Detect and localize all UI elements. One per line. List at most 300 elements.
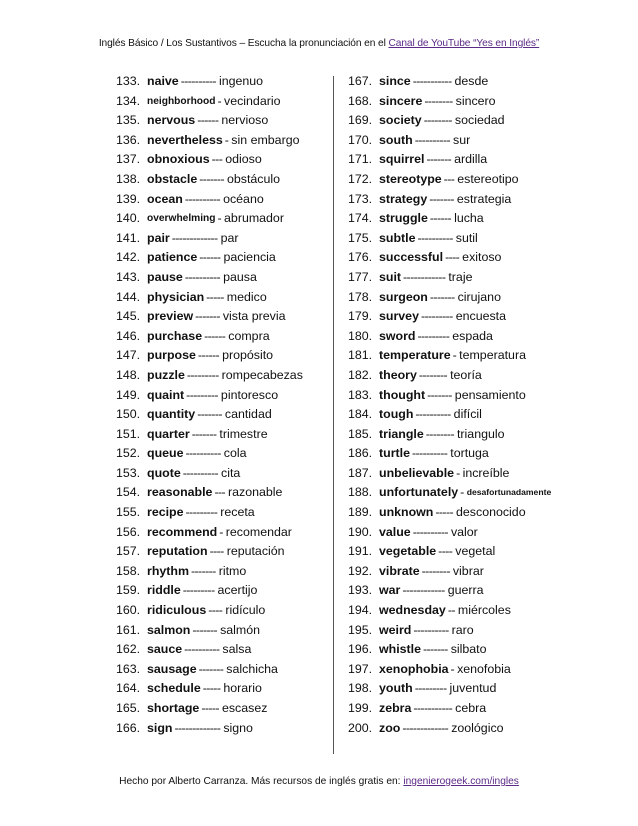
- entry-number: 179.: [348, 309, 373, 324]
- entry-number: 191.: [348, 544, 373, 559]
- spanish-translation: pensamiento: [454, 387, 526, 402]
- entry-number: 152.: [116, 446, 141, 461]
- spanish-translation: guerra: [447, 583, 484, 598]
- english-word: struggle: [379, 211, 428, 226]
- spanish-translation: estereotipo: [457, 171, 519, 186]
- spanish-translation: escasez: [221, 701, 268, 715]
- spanish-translation: receta: [220, 505, 255, 520]
- dash-separator: --------: [425, 426, 454, 441]
- vocab-entry: [116, 346, 303, 366]
- spanish-translation: par: [220, 230, 239, 245]
- spanish-translation: desafortunadamente: [466, 487, 552, 498]
- footer-text: Hecho por Alberto Carranza. Más recursos de inglés gratis en:: [119, 776, 404, 787]
- english-word: unfortunately: [379, 485, 459, 500]
- spanish-translation: espada: [452, 328, 493, 343]
- spanish-translation: temperatura: [459, 348, 526, 363]
- vocab-entry: [348, 464, 551, 484]
- vocab-entry: [116, 542, 303, 562]
- dash-separator: -: [224, 132, 229, 147]
- entry-number: 196.: [348, 642, 373, 657]
- dash-separator: ----: [208, 603, 223, 618]
- english-word: theory: [379, 367, 417, 382]
- vocab-entry: [116, 131, 303, 151]
- spanish-translation: cola: [223, 446, 247, 461]
- english-word: reputation: [147, 544, 208, 559]
- vocab-entry: [348, 719, 551, 739]
- dash-separator: ----------: [415, 407, 451, 422]
- vocab-entry: [116, 640, 303, 660]
- vocab-entry: [348, 327, 551, 347]
- spanish-translation: vibrar: [452, 563, 484, 578]
- dash-separator: ----------: [417, 230, 453, 245]
- dash-separator: ----------: [182, 465, 218, 480]
- dash-separator: -: [460, 485, 464, 500]
- spanish-translation: pausa: [223, 269, 257, 284]
- entry-number: 171.: [348, 152, 373, 167]
- vocab-entry: [348, 288, 551, 308]
- entry-number: 145.: [116, 309, 141, 324]
- entry-number: 168.: [348, 93, 373, 108]
- entry-number: 187.: [348, 465, 373, 480]
- entry-number: 195.: [348, 622, 373, 637]
- dash-separator: ---------: [417, 328, 450, 343]
- english-word: vibrate: [379, 563, 420, 578]
- vocab-entry: [348, 679, 551, 699]
- entry-number: 173.: [348, 191, 373, 206]
- entry-number: 197.: [348, 661, 373, 676]
- english-word: successful: [379, 250, 444, 265]
- dash-separator: ------: [197, 113, 219, 128]
- vocab-entry: [348, 366, 551, 386]
- english-word: squirrel: [379, 152, 425, 167]
- vocab-entry: [116, 386, 303, 406]
- vocab-entry: [348, 640, 551, 660]
- entry-number: 169.: [348, 113, 373, 128]
- english-word: pause: [147, 269, 183, 284]
- english-word: shortage: [147, 701, 200, 715]
- dash-separator: ----: [209, 544, 224, 559]
- dash-separator: -------: [195, 309, 220, 324]
- spanish-translation: exitoso: [462, 250, 502, 265]
- english-word: quarter: [147, 426, 190, 441]
- dash-separator: --------: [423, 113, 452, 128]
- entry-number: 178.: [348, 289, 373, 304]
- dash-separator: ---: [443, 171, 455, 186]
- english-word: nevertheless: [147, 132, 223, 147]
- dash-separator: -------: [197, 407, 222, 422]
- vocab-entry: [348, 699, 551, 719]
- spanish-translation: compra: [228, 328, 270, 343]
- dash-separator: -----: [206, 289, 224, 304]
- vocab-entry: [348, 444, 551, 464]
- dash-separator: ----------: [414, 132, 450, 147]
- entry-number: 148.: [116, 367, 141, 382]
- spanish-translation: signo: [223, 720, 253, 735]
- english-word: unbelievable: [379, 465, 455, 480]
- dash-separator: ---------: [185, 505, 218, 520]
- english-word: war: [379, 583, 401, 598]
- entry-number: 164.: [116, 681, 141, 696]
- english-word: overwhelming: [147, 213, 216, 225]
- english-word: sign: [147, 720, 173, 735]
- spanish-translation: desconocido: [456, 505, 526, 520]
- english-word: reasonable: [147, 485, 213, 500]
- vocab-entry: [348, 523, 551, 543]
- english-word: youth: [379, 681, 413, 696]
- dash-separator: -----: [201, 701, 219, 715]
- vocab-entry: [116, 288, 303, 308]
- english-word: zebra: [379, 701, 412, 715]
- vocab-entry: [348, 386, 551, 406]
- dash-separator: ----------: [184, 642, 220, 657]
- vocab-entry: [348, 190, 551, 210]
- entry-number: 170.: [348, 132, 373, 147]
- english-word: schedule: [147, 681, 201, 696]
- entry-number: 143.: [116, 269, 141, 284]
- dash-separator: ---------: [182, 583, 215, 598]
- english-word: subtle: [379, 230, 416, 245]
- english-word: unknown: [379, 505, 434, 520]
- english-word: neighborhood: [147, 95, 216, 107]
- entry-number: 144.: [116, 289, 141, 304]
- spanish-translation: trimestre: [219, 426, 268, 441]
- entry-number: 149.: [116, 387, 141, 402]
- entry-number: 199.: [348, 701, 373, 715]
- vocab-entry: [116, 366, 303, 386]
- dash-separator: ----------: [412, 524, 448, 539]
- dash-separator: ------------: [402, 583, 445, 598]
- entry-number: 190.: [348, 524, 373, 539]
- vocab-entry: [348, 483, 551, 503]
- spanish-translation: pintoresco: [220, 387, 279, 402]
- entry-number: 185.: [348, 426, 373, 441]
- vocab-entry: [348, 346, 551, 366]
- spanish-translation: triangulo: [456, 426, 505, 441]
- dash-separator: -: [456, 465, 460, 480]
- entry-number: 138.: [116, 171, 141, 186]
- spanish-translation: vecindario: [224, 93, 281, 108]
- spanish-translation: reputación: [226, 544, 285, 559]
- english-word: patience: [147, 250, 198, 265]
- english-word: sincere: [379, 93, 423, 108]
- spanish-translation: acertijo: [217, 583, 258, 598]
- vocab-entry: [348, 248, 551, 268]
- vocab-entry: [116, 581, 303, 601]
- english-word: society: [379, 113, 422, 128]
- entry-number: 161.: [116, 622, 141, 637]
- entry-number: 157.: [116, 544, 141, 559]
- english-word: weird: [379, 622, 412, 637]
- entry-number: 147.: [116, 348, 141, 363]
- vocab-entry: [348, 562, 551, 582]
- dash-separator: -: [217, 211, 222, 226]
- entry-number: 154.: [116, 485, 141, 500]
- english-word: purpose: [147, 348, 196, 363]
- english-word: nervous: [147, 113, 196, 128]
- spanish-translation: valor: [450, 524, 478, 539]
- vocab-entry: [116, 679, 303, 699]
- dash-separator: -------: [191, 563, 216, 578]
- vocab-entry: [116, 92, 303, 112]
- entry-number: 139.: [116, 191, 141, 206]
- spanish-translation: xenofobia: [457, 661, 511, 676]
- entry-number: 137.: [116, 152, 141, 167]
- entry-number: 166.: [116, 720, 141, 735]
- dash-separator: ---------: [186, 367, 219, 382]
- vocab-entry: [116, 601, 303, 621]
- dash-separator: ------: [197, 348, 220, 363]
- spanish-translation: lucha: [454, 211, 484, 226]
- spanish-translation: medico: [226, 289, 267, 304]
- entry-number: 162.: [116, 642, 141, 657]
- english-word: whistle: [379, 642, 421, 657]
- vocab-entry: [348, 601, 551, 621]
- vocab-entry: [116, 405, 303, 425]
- entry-number: 151.: [116, 426, 141, 441]
- english-word: preview: [147, 309, 194, 324]
- spanish-translation: raro: [451, 622, 474, 637]
- vocab-entry: [348, 268, 551, 288]
- entry-number: 146.: [116, 328, 141, 343]
- dash-separator: -: [450, 661, 455, 676]
- spanish-translation: traje: [448, 269, 473, 284]
- dash-separator: -----: [202, 681, 221, 696]
- english-word: vegetable: [379, 544, 437, 559]
- dash-separator: -----------: [413, 701, 453, 715]
- dash-separator: ---: [214, 485, 226, 500]
- dash-separator: ----: [445, 250, 460, 265]
- page-header: [0, 38, 638, 49]
- spanish-translation: rompecabezas: [221, 367, 303, 382]
- entry-number: 176.: [348, 250, 373, 265]
- vocab-entry: [116, 523, 303, 543]
- vocab-entry: [116, 190, 303, 210]
- english-word: naive: [147, 74, 179, 88]
- spanish-translation: encuesta: [455, 309, 507, 324]
- entry-number: 188.: [348, 485, 373, 500]
- english-word: pair: [147, 230, 170, 245]
- spanish-translation: recomendar: [225, 524, 292, 539]
- english-word: sausage: [147, 661, 197, 676]
- vocab-entry: [116, 327, 303, 347]
- english-word: south: [379, 132, 413, 147]
- dash-separator: ----------: [184, 269, 221, 284]
- dash-separator: ---: [211, 152, 223, 167]
- entry-number: 184.: [348, 407, 373, 422]
- vocab-entry: [348, 660, 551, 680]
- entry-number: 177.: [348, 269, 373, 284]
- entry-number: 165.: [116, 701, 141, 715]
- dash-separator: -------: [192, 622, 218, 637]
- english-word: obnoxious: [147, 152, 210, 167]
- vocab-entry: [116, 464, 303, 484]
- entry-number: 150.: [116, 407, 141, 422]
- vocab-entry: [116, 621, 303, 641]
- dash-separator: ---------: [414, 681, 447, 696]
- english-word: salmon: [147, 622, 191, 637]
- youtube-channel-link[interactable]: Canal de YouTube “Yes en Inglés”: [388, 38, 540, 49]
- spanish-translation: sin embargo: [231, 132, 300, 147]
- spanish-translation: cita: [221, 465, 241, 480]
- english-word: thought: [379, 387, 426, 402]
- entry-number: 135.: [116, 113, 141, 128]
- entry-number: 140.: [116, 211, 141, 226]
- spanish-translation: tortuga: [450, 446, 489, 461]
- english-word: zoo: [379, 720, 401, 735]
- vocab-entry: [348, 542, 551, 562]
- entry-number: 159.: [116, 583, 141, 598]
- vocabulary-column-right: [348, 72, 551, 738]
- dash-separator: -------: [427, 387, 452, 402]
- spanish-translation: horario: [223, 681, 262, 696]
- vocab-entry: [348, 307, 551, 327]
- english-word: quaint: [147, 387, 185, 402]
- spanish-translation: sociedad: [454, 113, 505, 128]
- dash-separator: --: [447, 603, 455, 618]
- dash-separator: ------: [204, 328, 226, 343]
- dash-separator: --------: [418, 367, 448, 382]
- dash-separator: -: [219, 524, 223, 539]
- english-word: surgeon: [379, 289, 428, 304]
- entry-number: 134.: [116, 93, 141, 108]
- entry-number: 133.: [116, 74, 141, 88]
- entry-number: 193.: [348, 583, 373, 598]
- entry-number: 186.: [348, 446, 373, 461]
- vocab-entry: [116, 562, 303, 582]
- spanish-translation: cirujano: [457, 289, 501, 304]
- spanish-translation: ardilla: [454, 152, 488, 167]
- vocab-entry: [348, 150, 551, 170]
- spanish-translation: sincero: [455, 93, 496, 108]
- entry-number: 160.: [116, 603, 141, 618]
- english-word: temperature: [379, 348, 451, 363]
- spanish-translation: juventud: [449, 681, 497, 696]
- dash-separator: -------: [429, 191, 454, 206]
- english-word: physician: [147, 289, 205, 304]
- dash-separator: ----------: [411, 446, 448, 461]
- vocab-entry: [348, 92, 551, 112]
- vocab-entry: [116, 699, 303, 719]
- entry-number: 183.: [348, 387, 373, 402]
- spanish-translation: ingenuo: [218, 74, 264, 88]
- vocab-entry: [116, 483, 303, 503]
- english-word: puzzle: [147, 367, 185, 382]
- spanish-translation: teoría: [450, 367, 482, 382]
- entry-number: 172.: [348, 171, 373, 186]
- english-word: xenophobia: [379, 661, 449, 676]
- english-word: triangle: [379, 426, 424, 441]
- spanish-translation: increíble: [462, 465, 510, 480]
- dash-separator: -------: [199, 171, 224, 186]
- column-divider: [333, 76, 334, 754]
- entry-number: 158.: [116, 563, 141, 578]
- english-word: quantity: [147, 407, 196, 422]
- vocab-entry: [348, 170, 551, 190]
- english-word: recommend: [147, 524, 218, 539]
- entry-number: 182.: [348, 367, 373, 382]
- vocab-entry: [348, 503, 551, 523]
- entry-number: 155.: [116, 505, 141, 520]
- english-word: wednesday: [379, 603, 446, 618]
- entry-number: 163.: [116, 661, 141, 676]
- english-word: purchase: [147, 328, 203, 343]
- dash-separator: --------: [424, 93, 453, 108]
- vocab-entry: [348, 621, 551, 641]
- vocab-entry: [116, 268, 303, 288]
- vocab-entry: [348, 229, 551, 249]
- entry-number: 180.: [348, 328, 373, 343]
- spanish-translation: nervioso: [221, 113, 269, 128]
- spanish-translation: salchicha: [226, 661, 278, 676]
- spanish-translation: vegetal: [455, 544, 496, 559]
- dash-separator: ------------: [403, 269, 446, 284]
- vocab-entry: [116, 111, 303, 131]
- website-link[interactable]: ingenierogeek.com/ingles: [403, 776, 519, 787]
- vocab-entry: [348, 131, 551, 151]
- english-word: ocean: [147, 191, 183, 206]
- spanish-translation: vista previa: [222, 309, 286, 324]
- english-word: sword: [379, 328, 416, 343]
- dash-separator: ---------: [186, 387, 218, 402]
- vocab-entry: [116, 209, 303, 229]
- spanish-translation: ridículo: [225, 603, 266, 618]
- english-word: queue: [147, 446, 184, 461]
- dash-separator: ----------: [185, 446, 221, 461]
- vocab-entry: [348, 405, 551, 425]
- english-word: riddle: [147, 583, 181, 598]
- vocab-entry: [348, 209, 551, 229]
- entry-number: 198.: [348, 681, 373, 696]
- dash-separator: -----------: [412, 74, 452, 88]
- entry-number: 189.: [348, 505, 373, 520]
- dash-separator: -------------: [174, 720, 221, 735]
- vocab-entry: [116, 150, 303, 170]
- vocab-entry: [116, 170, 303, 190]
- dash-separator: -------: [426, 152, 452, 167]
- spanish-translation: abrumador: [224, 211, 284, 226]
- page-footer: [0, 776, 638, 787]
- spanish-translation: estrategia: [456, 191, 512, 206]
- dash-separator: ----: [438, 544, 453, 559]
- english-word: stereotype: [379, 171, 442, 186]
- english-word: turtle: [379, 446, 410, 461]
- entry-number: 136.: [116, 132, 141, 147]
- dash-separator: -: [452, 348, 457, 363]
- vocab-entry: [116, 444, 303, 464]
- spanish-translation: miércoles: [457, 603, 511, 618]
- dash-separator: -------: [423, 642, 448, 657]
- entry-number: 194.: [348, 603, 373, 618]
- spanish-translation: cebra: [455, 701, 487, 715]
- spanish-translation: desde: [454, 74, 489, 88]
- vocab-entry: [116, 503, 303, 523]
- spanish-translation: ritmo: [218, 563, 247, 578]
- dash-separator: ------: [199, 250, 221, 265]
- entry-number: 141.: [116, 230, 141, 245]
- vocab-entry: [116, 425, 303, 445]
- dash-separator: ---------: [420, 309, 453, 324]
- dash-separator: --------: [421, 563, 450, 578]
- entry-number: 181.: [348, 348, 373, 363]
- spanish-translation: zoológico: [451, 720, 504, 735]
- dash-separator: -------: [429, 289, 455, 304]
- english-word: since: [379, 74, 411, 88]
- spanish-translation: silbato: [450, 642, 487, 657]
- spanish-translation: océano: [223, 191, 264, 206]
- dash-separator: -------: [198, 661, 224, 676]
- vocab-entry: [348, 425, 551, 445]
- spanish-translation: cantidad: [224, 407, 272, 422]
